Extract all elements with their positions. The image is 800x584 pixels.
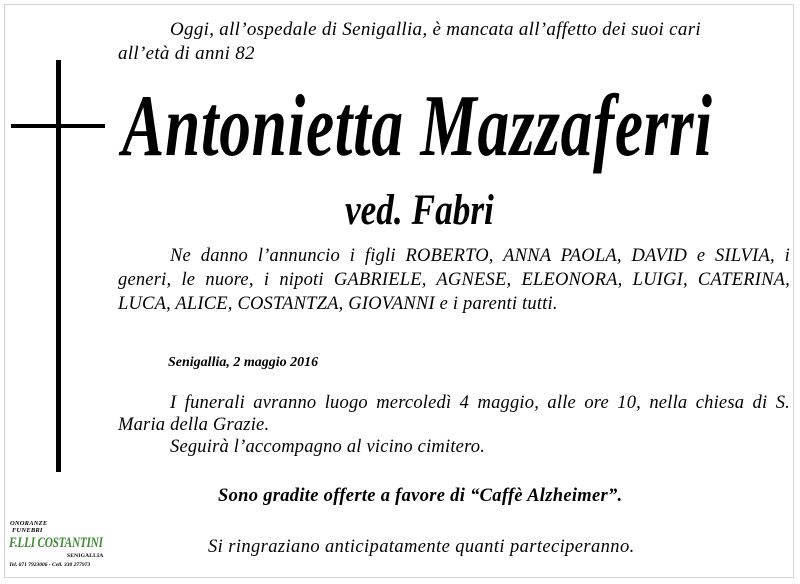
logo-contacts: Tel. 071 7923006 - Cell. 330 277973 <box>9 562 91 568</box>
place-date: Senigallia, 2 maggio 2016 <box>168 355 319 370</box>
intro-line-2: all’età di anni 82 <box>118 43 255 64</box>
procession-line: Seguirà l’accompagno al vicino cimitero. <box>170 437 486 457</box>
logo-city: SENIGALLIA <box>67 553 104 559</box>
deceased-name: Antonietta Mazzaferri <box>122 78 713 175</box>
offers-line: Sono gradite offerte a favore di “Caffè Alzheimer”. <box>218 486 623 506</box>
logo-line-1: ONORANZE <box>10 520 48 527</box>
announcement-paragraph: Ne danno l’annuncio i figli ROBERTO, ANNA PAOLA, DAVID e SILVIA, i generi, le nuore, i nipoti GABRIELE, AGNESE, ELEONORA, LUIGI, CATERINA, LUCA, ALICE, COSTANTZA, GIOVANNI e i parenti tutti. <box>118 246 790 314</box>
intro-line-1: Oggi, all’ospedale di Senigallia, è mancata all’affetto dei suoi cari <box>170 19 701 40</box>
intro-paragraph <box>118 18 790 66</box>
thanks-line: Si ringraziano anticipatamente quanti parteciperanno. <box>208 537 635 557</box>
cross-icon-horizontal-bar <box>11 124 105 128</box>
logo-brand: F.LLI COSTANTINI <box>9 535 103 551</box>
funeral-home-logo <box>9 520 117 574</box>
widow-of: ved. Fabri <box>345 187 494 234</box>
funeral-paragraph: I funerali avranno luogo mercoledì 4 maggio, alle ore 10, nella chiesa di S. Maria della Grazie. <box>118 393 790 435</box>
cross-icon-vertical-bar <box>56 60 61 472</box>
logo-line-2: FUNEBRI <box>12 527 43 534</box>
